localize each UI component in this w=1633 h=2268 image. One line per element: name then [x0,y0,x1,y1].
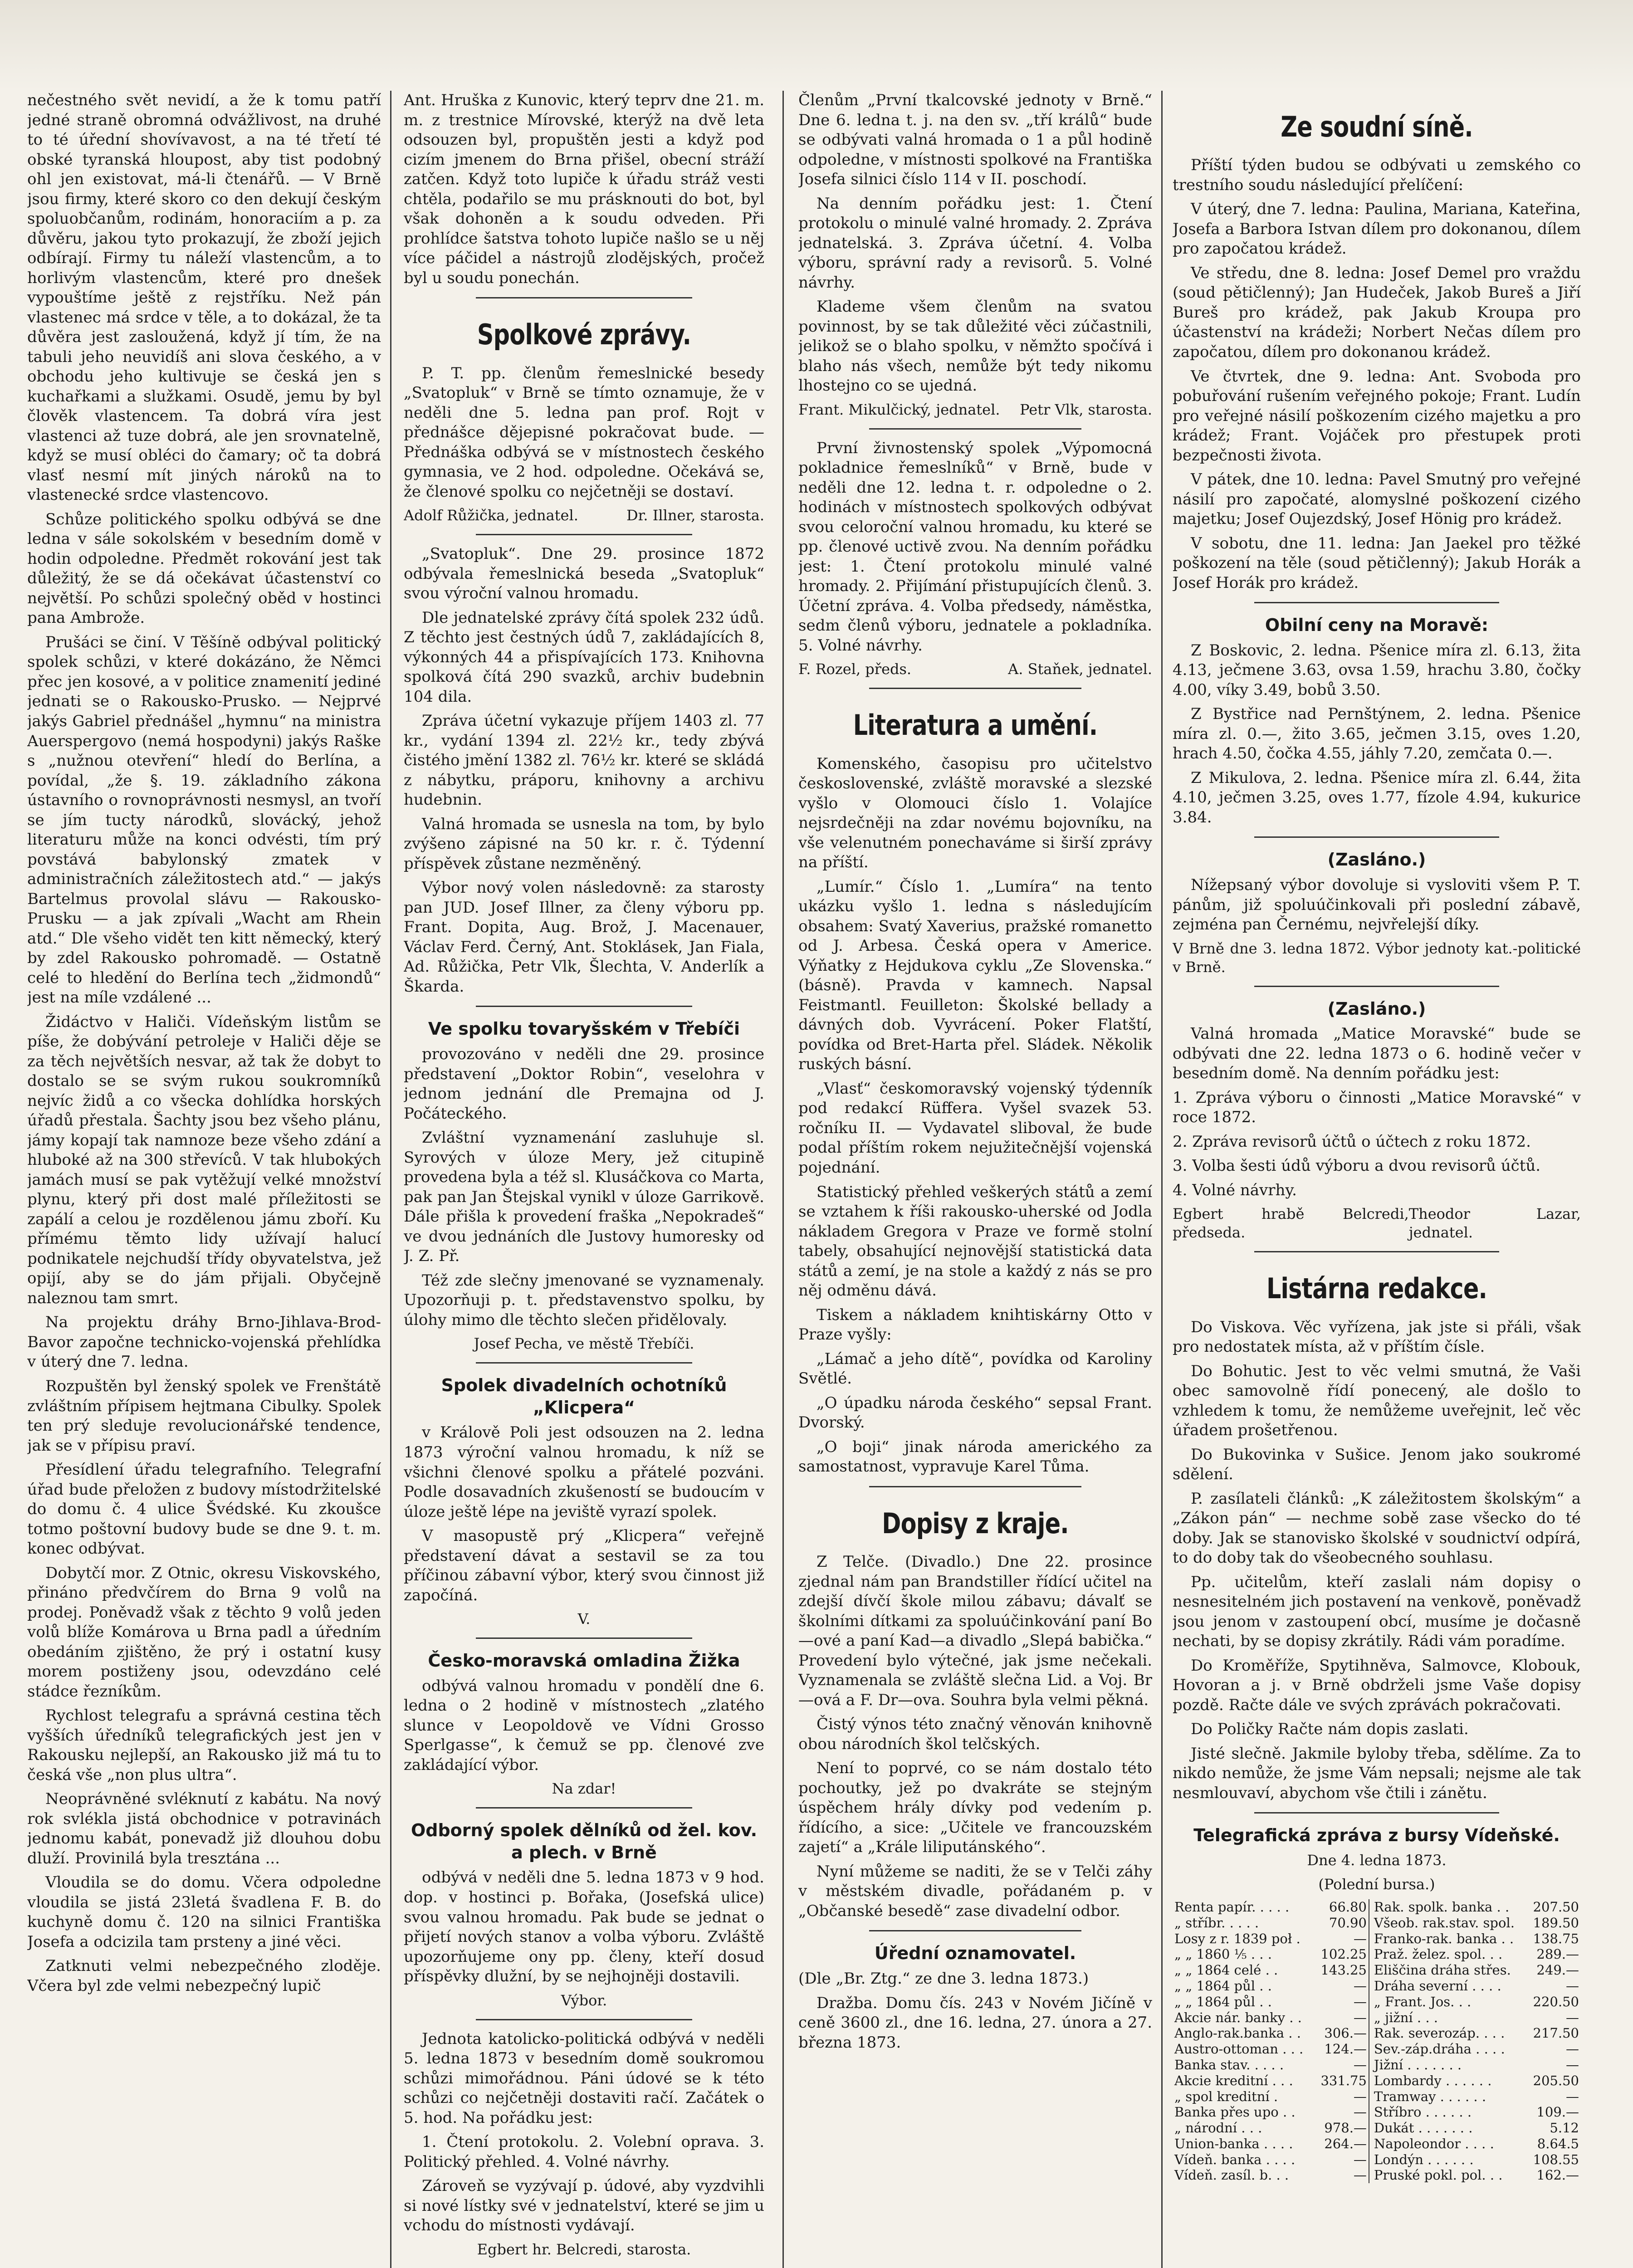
bursa-label: Praž. želez. spol. . . [1369,1946,1527,1962]
section-title-listarna: Listárna redakce. [1266,1272,1487,1305]
news-paragraph: Rozpuštěn byl ženský spolek ve Frenštátě zvláštním přípisem hejtmana Cibulky. Spolek ten prý sleduje revolucionářské tendence, jak se v přípisu praví. [27,1377,381,1455]
article-paragraph: Komenského, časopisu pro učitelstvo československé, zvláště moravské a slezské vyšlo v Olomouci číslo 1. Volajíce nejsrdečněji na zdar novému bojovníku, na vše velenutném ponechaváme si širší zprávy na příští. [798,754,1152,872]
article-paragraph: „O boji“ jinak národa amerického za samostatnost, vypravuje Karel Tůma. [798,1437,1152,1476]
signature: Petr Vlk, starosta. [1020,401,1152,418]
letters-paragraph: P. zasílateli článků: „K záležitostem školským“ a „Zákon pán“ — nechme sobě zase všecko do té doby. Jak se stanovisko školské v soudnictví odpírá, to do doby tak do všeobecného souhlasu. [1173,1489,1581,1567]
subheading: Obilní ceny na Moravě: [1265,615,1489,635]
signature: Výbor. [561,1991,607,2009]
bursa-value: 5.12 [1550,2120,1579,2136]
signature: Dr. Illner, starosta. [626,507,764,524]
notice-paragraph: 1. Čtení protokolu. 2. Volební oprava. 3. Politický přehled. 4. Volné návrhy. [404,2133,764,2171]
bursa-value: 217.50 [1533,2025,1579,2041]
notice-paragraph: 4. Volné návrhy. [1173,1181,1297,1199]
subheading: Česko-moravská omladina Žižka [428,1651,740,1671]
bursa-row [1173,2089,1581,2105]
bursa-value: — [1353,2167,1367,2183]
bursa-label: Jižní . . . . . . . [1369,2057,1527,2073]
bursa-label: Losy z r. 1839 poł . [1174,1931,1301,1946]
bursa-value: — [1353,2057,1367,2072]
article-paragraph: Statistický přehled veškerých států a zemí se vztahem k říši rakousko-uherské od Jodla nákladem Gregora v Praze ve formě stolní tabely, obsahující nejnovější statistická data států a zemí, je na stole a každý z nás se pro něj odměnu dává. [798,1183,1152,1300]
bursa-label: „ „ 1864 půl . . [1174,1978,1272,1994]
news-paragraph: Rychlost telegrafu a správná cestina těch vyšších úředníků telegrafických jest jen v Rakousku nejlepší, an Rakousko již má tu to česká vše „non plus ultra“. [27,1706,381,1784]
notice-paragraph: provozováno v neděli dne 29. prosince představení „Doktor Robin“, veselohra v jednom jednání dle Premajna od J. Počáteckého. [404,1045,764,1123]
article-paragraph: Z Telče. (Divadlo.) Dne 22. prosince zjednal nám pan Brandstiller řídící učitel na zdejší dívčí škole milou zábavu; dávalť se školními dítkami za spoluúčinkování paní Bo—ové a paní Kad—a divadlo „Slepá babička.“ Provedení bylo výtečné, jak jsme nečekali. Vyznamenala se zvláště slečna Lid. a Voj. Br—ová a F. Dr—ova. Souhra byla velmi pěkná. [798,1553,1152,1709]
notice-paragraph: Zpráva účetní vykazuje příjem 1403 zl. 77 kr., vydání 1394 zl. 22½ kr., tedy zbývá čistého jmění 1382 zl. 76½ kr. které se skládá z nábytku, práporu, knihovny a archivu hudebnin. [404,712,764,809]
bursa-label: Rak. severozáp. . . . [1369,2025,1527,2041]
bursa-label: Banka stav. . . . . [1174,2057,1284,2072]
bursa-value: 102.25 [1320,1946,1367,1962]
bursa-value: 205.50 [1533,2072,1579,2088]
bursa-row [1173,1946,1581,1962]
column-1 [27,91,381,2268]
court-paragraph: Ve čtvrtek, dne 9. ledna: Ant. Svoboda pro pobuřování rušením veřejného pokoje; Frant. Ludín pro veřejné násilí poškozením cizého majetku a pro krádež; Frant. Vojáček pro přestupek proti bezpečnosti života. [1173,367,1581,464]
bursa-value: 109.— [1536,2104,1579,2120]
news-paragraph: nečestného svět nevidí, a že k tomu patří jedné straně obromná odvážlivost, na druhé to té úřední shovívavost, a na té třetí té obské tyranská hloupost, aby tist podobný ohl jen existovat, má-li čtenářů. — V Brně jsou firmy, které skoro co den dekují českým spoluobčanům, rodinám, honoraciím a p. za důvěru, jakou tyto prokazují, že zboží jejich odbírají. Firmy tu náleží vlastencům, a to horlivým vlastencům, které pro dnešek vypouštíme ještě z rejstříku. Než pán vlastenec má srdce v těle, a to dokázal, že ta důvěra jest zasloužená, když jí tím, že na tabuli jeho neuvidíš ani slova českého, a v obchodu jeho kultivuje se česká jen s kuchařkami a služkami. Osudě, jemu by byl člověk vlastencem. Ta dobrá víra jest vlastenci až tuze dobrá, ale jen srovnatelně, když se musí obléci do čamary; oč ta dobrá vlasť nesmí mít jiných nároků na to vlastenecké srdce vlastencovo. [27,91,381,504]
bursa-row [1173,1978,1581,1994]
letters-paragraph: Do Poličky Račte nám dopis zaslati. [1191,1720,1469,1739]
bursa-value: — [1353,2009,1367,2025]
court-paragraph: V sobotu, dne 11. ledna: Jan Jaekel pro těžké poškození na těle (soud pětičlenný); Jakub Horák a Josef Horák pro krádež. [1173,534,1581,592]
divider [476,2019,692,2020]
signature: Egbert hrabě Belcredi, předseda. [1173,1205,1409,1242]
bursa-label: Akcie kreditní . . . [1174,2072,1293,2088]
bursa-label: Londýn . . . . . . [1369,2152,1527,2168]
subheading: (Zasláno.) [1327,998,1426,1019]
column-2 [404,91,764,2268]
bursa-label: „ „ 1864 půl . . [1174,1994,1272,2009]
bursa-label: Eliščina dráha střes. [1369,1962,1527,1978]
divider [869,1486,1081,1487]
letters-paragraph: Do Bohutic. Jest to věc velmi smutná, že Vaši obec samovolně řídí ponecený, ale došlo to vzhledem k tomu, že nemůžeme uveřejnit, leč věc úřadem prošetřenou. [1173,1362,1581,1440]
notice-paragraph: 3. Volba šesti údů výboru a dvou revisorů účtů. [1173,1157,1541,1175]
news-paragraph: Schůze politického spolku odbývá se dne ledna v sále sokolském v besedním domě v hodin odpoledne. Předmět rokování jest tak důležitý, že se dá očekávat účastenství co největší. Po schůzi společný oběd v hostinci pana Ambrože. [27,510,381,627]
notice-paragraph: První živnostenský spolek „Výpomocná pokladnice řemeslníků“ v Brně, bude v neděli dne 12. ledna t. r. odpoledne o 2. hodinách v místnostech spolkových odbývat svou celoroční valnou hromadu, ku které se pp. členové uctivě zvou. Na denním pořádku jest: 1. Čtení protokolu minulé valné hromady. 2. Přijímání přistupujících členů. 3. Účetní zpráva. 4. Volba předsedy, náměstka, sedm členů výboru, jednatele a pokladníka. 5. Volné návrhy. [798,439,1152,655]
news-paragraph: Dobytčí mor. Z Otnic, okresu Viskovského, přináno předvčírem do Brna 9 volů na prodej. Poněvadž však z těchto 9 volů jeden volů blíže Komárova u Brna padl a úředním obedáním zjištěno, že prý i ostatní kusy morem postiženy jsou, odevzdáno celé stádce řezníkům. [27,1564,381,1701]
divider [476,297,692,298]
bursa-subtitle-text: (Polední bursa.) [1318,1875,1435,1893]
notice-paragraph: P. T. pp. členům řemeslnické besedy „Svatopluk“ v Brně se tímto oznamuje, že v neděli dne 5. ledna pan prof. Rojt v přednášce dějepisné pokračovat bude. — Přednáška odbývá se v místnostech českého gymnasia, ve 2 hod. odpoledne. Očekává se, že členové spolku co nejčetněji se dostaví. [404,364,764,501]
signature: V Brně dne 3. ledna 1872. Výbor jednoty kat.-politické v Brně. [1173,939,1581,976]
divider [1254,986,1499,987]
bursa-label: „ spol kreditní . [1174,2088,1278,2104]
notice-paragraph: „Svatopluk“. Dne 29. prosince 1872 odbývala řemeslnická beseda „Svatopluk“ svou výroční valnou hromadu. [404,545,764,603]
bursa-label: Pruské pokl. pol. . . [1369,2167,1527,2183]
notice-paragraph: odbývá v neděli dne 5. ledna 1873 v 9 hod. dop. v hostinci p. Bořaka, (Josefská ulice) svou valnou hromadu. Pak bude se jednat o přijetí nových stanov a volba výboru. Zvláště upozorňujeme ony pp. členy, kteří dosud příspěvky dlužní, by se nejhojněji dostavili. [404,1868,764,1986]
signature-line [798,660,1152,679]
bursa-value: — [1566,2041,1579,2057]
section-title-dopisy: Dopisy z kraje. [882,1506,1069,1540]
bursa-label: Banka přes upo . . [1174,2104,1296,2120]
bursa-row [1173,1994,1581,2010]
bursa-label: Anglo-rak.banka . . [1174,2025,1301,2041]
subheading: Odborný spolek dělníků od žel. kov. a plech. v Brně [411,1820,758,1862]
bursa-label: „ jižní . . . [1369,2010,1527,2026]
divider [476,1637,692,1639]
notice-paragraph: Nížepsaný výbor dovoluje si vysloviti všem P. T. pánům, již spoluúčinkovali při poslední zábavě, zejména pan Černému, nejvřelejší díky. [1173,876,1581,934]
bursa-value: — [1566,2088,1579,2104]
bursa-value: 108.55 [1533,2151,1579,2167]
local-news [27,91,381,1996]
article-paragraph: Není to poprvé, co se nám dostalo této pochoutky, jež po dvakráte se stejným úspěchem hrály dívky pod vedením p. řídícího, a sice: „Učitele ve francouzském zajetí“ a „Krále liliputánského“. [798,1759,1152,1857]
article-paragraph: Čistý výnos této značný věnován knihovně obou národních škol telčských. [798,1715,1152,1753]
bursa-row [1173,2041,1581,2057]
bursa-value: 331.75 [1320,2072,1367,2088]
article-paragraph: „O úpadku národa českého“ sepsal Frant. Dvorský. [798,1393,1152,1432]
bursa-value: — [1353,1978,1367,1994]
column-rule [1161,91,1163,2268]
notice-paragraph: Dle jednatelské zprávy čítá spolek 232 údů. Z těchto jest čestných údů 7, zakládajících 8, výkonných 44 a přispívajících 173. Knihovna spolková čítá 290 svazků, archiv budebnin 104 dila. [404,608,764,706]
notice-paragraph: Na denním pořádku jest: 1. Čtení protokolu o minulé valné hromady. 2. Zpráva jednatelská. 3. Zpráva účetní. 4. Volba výboru, správní rady a revisorů. 5. Volné návrhy. [798,194,1152,292]
bursa-label: „ národní . . . [1174,2120,1262,2136]
article-paragraph: Nyní můžeme se naditi, že se v Telči záhy v městském divadle, pořádaném p. v „Občanské besedě“ zase divadelní odbor. [798,1862,1152,1920]
signature-line [1173,1205,1581,1242]
divider [1254,836,1499,838]
letters-paragraph: Do Viskova. Věc vyřízena, jak jste si přáli, však pro nedostatek místa, až v příštím čísle. [1173,1318,1581,1356]
bursa-value: 124.— [1324,2041,1367,2057]
bursa-label: Vídeň. zasíl. b. . . [1174,2167,1289,2183]
bursa-row [1173,2152,1581,2168]
notice-paragraph: odbývá valnou hromadu v pondělí dne 6. ledna o 2 hodině v místnostech „zlatého slunce v Leopoldově ve Vídni Grosso Sperlgasse“, k čemuž se pp. členové zve zakládající výbor. [404,1677,764,1774]
bursa-subtitle [1173,1875,1581,1894]
bursa-value: 143.25 [1320,1962,1367,1978]
letters-paragraph: Do Bukovinka v Sušice. Jenom jako soukromé sdělení. [1173,1445,1581,1484]
bursa-value: — [1353,2104,1367,2120]
notice-paragraph: 2. Zpráva revisorů účtů o účtech z roku 1872. [1173,1132,1531,1151]
notice-paragraph: V masopustě prý „Klicpera“ veřejně představení dávat a sestavil se za tou příčinou zábavní výbor, který svou činnost již započíná. [404,1527,764,1604]
bursa-value: 289.— [1536,1946,1579,1962]
news-paragraph: Prušáci se činí. V Těšíně odbýval politický spolek schůzi, v které dokázáno, že Němci přec jen kosové, a v politice znamenití jediné jednati se o Rakousko-Prusko. — Nejprvé jakýs Gabriel přednášel „hymnu“ na ministra Auerspergovo (nemá hospodyni) jakýs Raške s „nužnou otevření“ hledí do Berlína, a povídal, „že §. 19. základního zákona ústavního o rovnoprávnosti nesmysl, an tvoří se jím tucty národků, slovácký, jehož literaturu může na konci odvésti, tím prý povstává babylonský zmatek v administračních záležitostech atd.“ — jakýs Bartelmus provolal slávu — Rakousko-Prusku — a jak zpívali „Wacht am Rhein atd.“ Dle všeho vidět ten kitt německý, který by zdel Rakousko pohromadě. — Ostatně celé to hledění do Berlína tech „židmondů“ jest na míle vzdálené ... [27,633,381,1007]
letters-paragraph: Do Kroměříže, Spytihněva, Salmovce, Klobouk, Hovoran a j. v Brně obdrželi jsme Vaše dopisy pozdě. Račte dále ve svých zprávách pokračovati. [1173,1656,1581,1714]
bursa-value: — [1353,1994,1367,2009]
court-paragraph: V pátek, dne 10. ledna: Pavel Smutný pro veřejné násilí pro započaté, alomyslné poškození cizého majetku; Josef Oujezdský, Josef Hönig pro krádež. [1173,470,1581,528]
section-title-spolkove-zpravy: Spolkové zprávy. [477,318,691,352]
bursa-value: 66.80 [1329,1899,1367,1915]
news-paragraph: Na projektu dráhy Brno-Jihlava-Brod-Bavor započne technicko-vojenská přehlídka v úterý dne 7. ledna. [27,1313,381,1371]
bursa-label: Dráha severní . . . . [1369,1978,1527,1994]
bursa-row [1173,2010,1581,2026]
bursa-label: Renta papír. . . . . [1174,1899,1290,1915]
bursa-table [1173,1899,1581,2183]
news-paragraph: Zatknuti velmi nebezpečného zloděje. Včera byl zde velmi nebezpečný lupič [27,1957,381,1995]
bursa-value: 264.— [1324,2136,1367,2151]
signature-line [404,1334,764,1353]
divider [476,1362,692,1364]
signature-line [404,1610,764,1628]
bursa-label: „ Frant. Jos. . . [1369,1994,1527,2010]
bursa-label: Napoleondor . . . . [1369,2136,1527,2152]
letters-paragraph: Jisté slečně. Jakmile byloby třeba, sdělíme. Za to nikdo nemůže, že jsme Vám nepsali; nejsme ale tak nesmlouvaví, abychom vše čtili i zánětu. [1173,1744,1581,1802]
notice-paragraph: Též zde slečny jmenované se vyznamenaly. Upozorňuji p. t. představenstvo spolku, by úlohy mimo dle těchto slečen přidělovaly. [404,1271,764,1329]
article-paragraph: „Lumír.“ Číslo 1. „Lumíra“ na tento ukázku vyšlo 1. ledna s následujícím obsahem: Svatý Xaverius, pražské romanetto od J. Arbesa. Česká opera v Americe. Výňatky z Hejdukova cyklu „Ze Slovenska.“ (básně). Pravda v kamnech. Napsal Feistmantl. Feuilleton: Školské bellady a dávných dob. Vyvrácení. Poker Flatští, povídka od Bret-Harta přel. Sládek. Několik ruských básní. [798,877,1152,1074]
bursa-value: 249.— [1536,1962,1579,1978]
bursa-row [1173,1915,1581,1931]
bursa-value: 162.— [1536,2167,1579,2183]
signature: Adolf Růžička, jednatel. [404,507,578,524]
bursa-value: 306.— [1324,2025,1367,2041]
bursa-row [1173,2025,1581,2041]
news-paragraph: Židáctvo v Haliči. Vídeňským listům se píše, že dobývání petroleje v Haliči děje se za těch největších nesvar, až tak že dobyt to dostalo se se svým rukou soukromníků nejvíc židů a co všecka dohlídka horských úřadů přestala. Šachty jsou bez všeho plánu, jámy kopají tak namnoze beze všeho zdání a hluboké až na 300 střevíců. V tak hlubokých jamách musí se pak vytěžují velké množství plynu, který při dost malé příležitosti se zapálí a celou je rozdělenou jámu zboří. Ku přímému těmto lidy užívají halucí podnikatele nejchudší třídy obyvatelstva, jež opijí, aby se do jám přijali. Obyčejně naleznou tam smrt. [27,1012,381,1307]
bursa-value: 978.— [1324,2120,1367,2136]
bursa-label: Lombardy . . . . . . [1369,2073,1527,2089]
notice-paragraph: Klademe všem členům na svatou povinnost, by se tak důležité věci zúčastnili, jelikož se o blaho spolku, v němžto spočívá i blaho nás všech, nemůže být tedy nikomu lhostejno co se ujedná. [798,298,1152,395]
signature: F. Rozel, předs. [798,660,912,678]
signature-line [404,506,764,525]
bursa-row [1173,2057,1581,2073]
column-4 [1173,91,1581,2268]
notice-paragraph: Valná hromada „Matice Moravské“ bude se odbývati dne 22. ledna 1873 o 6. hodině večer v besedním domě. Na denním pořádku jest: [1173,1025,1581,1083]
signature-line [404,1779,764,1798]
article-paragraph: „Lámač a jeho dítě“, povídka od Karoliny Světlé. [798,1349,1152,1388]
column-rule [782,91,784,2268]
bursa-value: — [1353,2151,1367,2167]
article-paragraph: „Vlasť“ českomoravský vojenský týdenník pod redakcí Rüffera. Vyšel svazek 53. ročníku II. — Vydavatel sliboval, že bude podal příštím rokem nejužitečnější vojenská pojednání. [798,1079,1152,1177]
bursa-label: Union-banka . . . . [1174,2136,1293,2151]
section-title-soudni-sin: Ze soudní síně. [1281,110,1473,143]
bursa-row [1173,1931,1581,1947]
article-paragraph: Tiskem a nákladem knihtiskárny Otto v Praze vyšly: [798,1305,1152,1344]
bursa-value: — [1353,2088,1367,2104]
price-paragraph: Z Mikulova, 2. ledna. Pšenice míra zl. 6.44, žita 4.10, ječmen 3.25, oves 1.77, fízole 4.94, kukurice 3.84. [1173,768,1581,826]
bursa-value: 189.50 [1533,1915,1579,1931]
bursa-value: — [1566,2057,1579,2072]
bursa-value: — [1566,1978,1579,1994]
divider [1254,1812,1499,1813]
bursa-label: „ stříbr. . . . . [1174,1915,1259,1931]
divider [476,1006,692,1007]
section-title-literatura: Literatura a umění. [853,709,1098,742]
bursa-label: Stříbro . . . . . . [1369,2104,1527,2120]
section-title-bursa: Telegrafická zpráva z bursy Vídeňské. [1193,1825,1560,1846]
bursa-value: — [1353,1931,1367,1946]
divider [1254,1251,1499,1252]
court-paragraph: Příští týden budou se odbývati u zemského co trestního soudu následující přelíčení: [1173,156,1581,194]
bursa-row [1173,2104,1581,2120]
bursa-label: Sev.-záp.dráha . . . . [1369,2041,1527,2057]
news-paragraph: Vloudila se do domu. Včera odpoledne vloudila se jistá 23letá švadlena F. B. do kuchyně domu č. 120 na silnici Františka Josefa a odcizila tam prsteny a jiné věci. [27,1873,381,1951]
subheading: Spolek divadelních ochotníků „Klicpera“ [441,1375,727,1418]
signature: A. Staňek, jednatel. [1008,660,1152,678]
signature: Theodor Lazar, jednatel. [1408,1205,1581,1242]
notice-paragraph: Zvláštní vyznamenání zasluhuje sl. Syrových v úloze Mery, jež citupině provedena byla a též sl. Klusáčkova co Marta, pak pan Jan Štejskal vynikl v úloze Garrikově. Dále přišla k provedení fraška „Nepokradeš“ ve dvou jednáních dle Justovy humoresky od J. Z. Př. [404,1129,764,1266]
signature-line [798,401,1152,419]
signature-line [1173,939,1581,977]
signature: Egbert hr. Belcredi, starosta. [477,2240,691,2258]
bursa-label: Vídeň. banka . . . . [1174,2151,1296,2167]
divider [1254,602,1499,603]
bursa-row [1173,2136,1581,2152]
bursa-label: Austro-ottoman . . . [1174,2041,1304,2057]
notice-paragraph: Členům „První tkalcovské jednoty v Brně.“ Dne 6. ledna t. j. na den sv. „tří králů“ bude se odbývati valná hromada o 1 a půl hodině odpoledne, v místnosti spolkové na Františka Josefa silnici číslo 114 v II. poschodí. [798,91,1152,189]
article-paragraph: Dražba. Domu čís. 243 v Novém Jičíně v ceně 3600 zl., dne 16. ledna, 27. února a 27. března 1873. [798,1994,1152,2052]
bursa-value: — [1566,2009,1579,2025]
bursa-label: „ „ 1860 ⅕ . . . [1174,1946,1272,1962]
notice-paragraph: Výbor nový volen následovně: za starosty pan JUD. Josef Illner, za členy výboru pp. Frant. Dopita, Aug. Brož, J. Macenauer, Václav Ferd. Černý, Ant. Stoklásek, Jan Fiala, Ad. Růžička, Petr Vlk, Šlechta, V. Anderlík a Škarda. [404,879,764,996]
subheading: (Zasláno.) [1327,850,1426,870]
news-paragraph: Přesídlení úřadu telegrafního. Telegrafní úřad bude přeložen z budovy místodržitelské do domu č. 4 ulice Švédské. Ku zkoušce totmo poštovní budovy bude se dne 9. t. m. konec odbývat. [27,1461,381,1558]
bursa-table-body [1173,1899,1581,2183]
subheading: Ve spolku tovaryšském v Třebíči [428,1019,740,1039]
signature: Josef Pecha, ve městě Třebíči. [474,1335,694,1353]
divider [476,534,692,535]
notice-paragraph: Jednota katolicko-politická odbývá v neděli 5. ledna 1873 v besedním domě soukromou schůzi mimořádnou. Páni údové se k této schůzi co nejčetněji dostaviti račí. Začátek o 5. hod. Na pořádku jest: [404,2029,764,2127]
bursa-label: „ „ 1864 celé . . [1174,1962,1278,1978]
bursa-row [1173,1899,1581,1915]
page-top-fold [0,0,1633,91]
bursa-value: 207.50 [1533,1899,1579,1915]
bursa-row [1173,2120,1581,2136]
bursa-label: Všeob. rak.stav. spol. [1369,1915,1527,1931]
signature: Na zdar! [552,1780,616,1798]
bursa-label: Franko-rak. banka . . [1369,1931,1527,1947]
letters-paragraph: Pp. učitelům, kteří zaslali nám dopisy o nesnesitelném jich postavení na venkově, poněvadž jsou jenom v zastoupení obcí, musíme je dočasně nechati, by se dopisy zkrátily. Rádi vám poradíme. [1173,1573,1581,1651]
news-paragraph: Ant. Hruška z Kunovic, který teprv dne 21. m. m. z trestnice Mírovské, kterýž na dvě leta odsouzen byl, propuštěn jesti a když pod cizím jmenem do Brna přišel, obecní stráží zatčen. Když toto lupiče k úřadu stráž vesti chtěla, podařilo se mu prásknouti do bot, byl však dohoněn a k soudu odveden. Při prohlídce šatstva tohoto lupiče našlo se u něj více páčidel a nástrojů zlodějských, pročež byl u soudu ponechán. [404,91,764,287]
signature-line [404,1991,764,2010]
divider [869,688,1081,689]
signature: V. [577,1610,591,1628]
price-paragraph: Z Boskovic, 2. ledna. Pšenice míra zl. 6.13, žita 4.13, ječmene 3.63, ovsa 1.59, hrachu 3.80, čočky 4.00, víky 3.49, bobů 3.50. [1173,641,1581,699]
bursa-value: 138.75 [1533,1931,1579,1946]
notice-paragraph: 1. Zpráva výboru o činnosti „Matice Moravské“ v roce 1872. [1173,1088,1581,1127]
bursa-value: 70.90 [1329,1915,1367,1931]
bursa-value: 8.64.5 [1537,2136,1579,2151]
article-paragraph: (Dle „Br. Ztg.“ ze dne 3. ledna 1873.) [798,1969,1089,1988]
signature-line [404,2240,764,2259]
bursa-row [1173,2167,1581,2183]
section-title-uredni: Úřední oznamovatel. [874,1943,1076,1964]
column-3 [798,91,1152,2268]
notice-paragraph: v Králově Poli jest odsouzen na 2. ledna 1873 výroční valnou hromadu, k níž se všichni členové spolku a přátelé pozváni. Podle dosavadních zkušeností se budoucím v úloze ještě lépe na jeviště vyrazí spolek. [404,1423,764,1521]
bursa-label: Tramway . . . . . . [1369,2089,1527,2105]
news-paragraph: Neoprávněné svléknutí z kabátu. Na nový rok svlékla jistá obchodnice v potravinách jednomu kabát, ponevadž již dlouhou dobu dluží. Provinilá byla tresztána ... [27,1790,381,1867]
bursa-label: Dukát . . . . . . . [1369,2120,1527,2136]
court-paragraph: Ve středu, dne 8. ledna: Josef Demel pro vraždu (soud pětičlenný); Jan Hudeček, Jakob Bureš a Jiří Bureš pro krádež, pak Jakub Kroupa pro účastenství na krádeži; Norbert Nečas dílem pro započatou, dílem pro dokonanou krádež. [1173,264,1581,361]
bursa-label: Akcie nár. banky . . [1174,2009,1302,2025]
bursa-row [1173,1962,1581,1978]
bursa-row [1173,2073,1581,2089]
court-paragraph: V úterý, dne 7. ledna: Paulina, Mariana, Kateřina, Josefa a Barbora Istvan dílem pro dokonanou, dílem pro započatou krádež. [1173,200,1581,258]
column-rule [390,91,391,2268]
notice-paragraph: Zároveň se vyzývají p. údové, aby vyzdvihli si nové lístky své v jednatelství, které se jim u vchodu do místnosti vydávají. [404,2177,764,2235]
notice-paragraph: Valná hromada se usnesla na tom, by bylo zvýšeno zápisné na 50 kr. r. č. Týdenní příspěvek zůstane nezměněný. [404,815,764,873]
signature: Frant. Mikulčický, jednatel. [798,401,1000,418]
divider [869,1930,1081,1931]
bursa-date [1173,1851,1581,1870]
bursa-date-text: Dne 4. ledna 1873. [1307,1852,1447,1869]
price-paragraph: Z Bystřice nad Pernštýnem, 2. ledna. Pšenice míra zl. 0.—, žito 3.65, ječmen 3.15, oves 1.20, hrach 4.50, čočka 4.55, jáhly 7.20, zemčata 0.—. [1173,705,1581,763]
bursa-value: 220.50 [1533,1994,1579,2009]
divider [869,428,1081,430]
divider [476,1807,692,1809]
bursa-label: Rak. spolk. banka . . [1369,1899,1527,1915]
